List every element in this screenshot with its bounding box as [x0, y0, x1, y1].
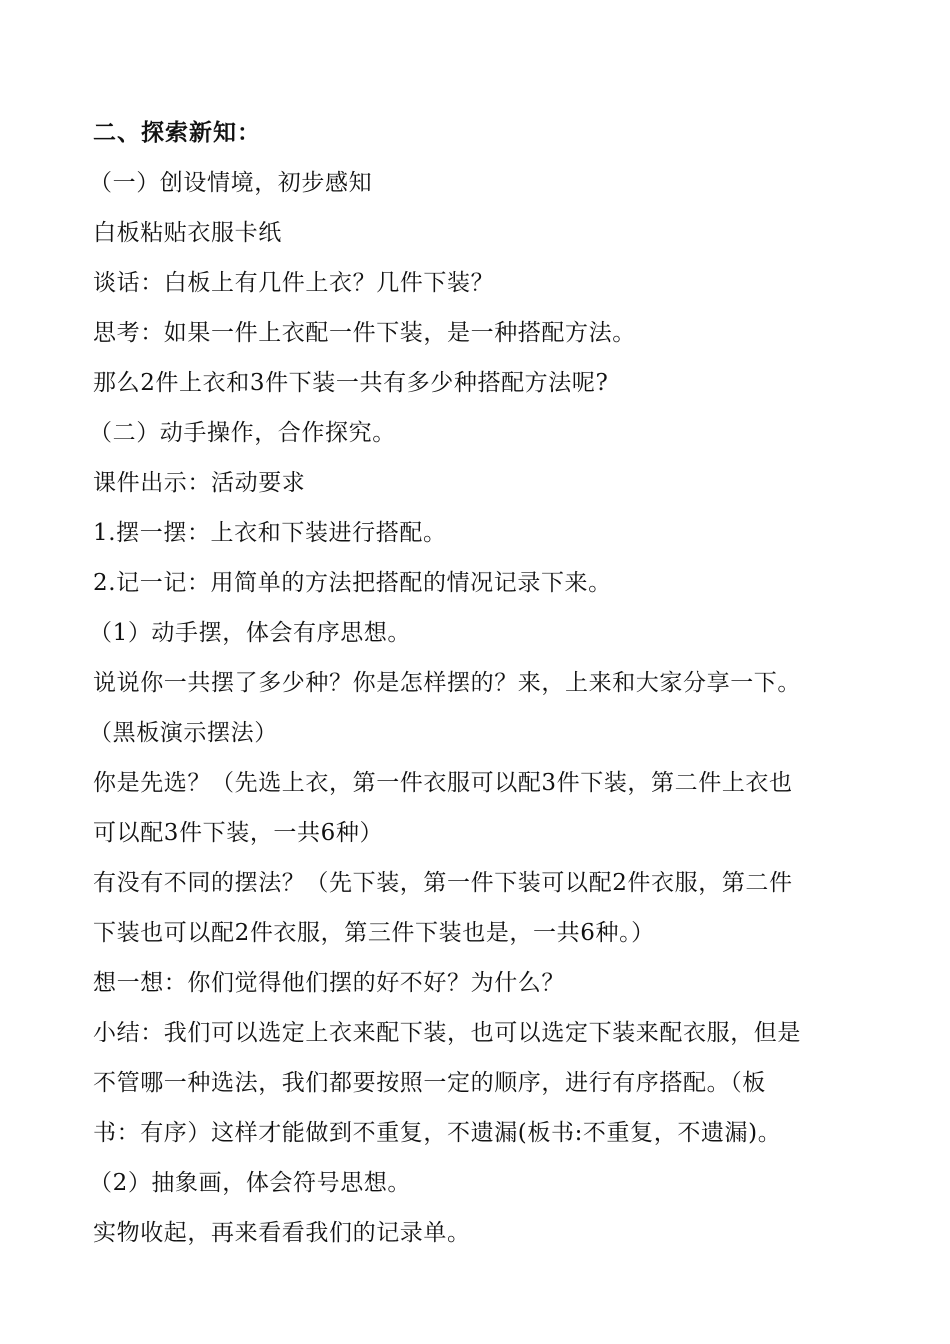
paragraph-line: 白板粘贴衣服卡纸 [93, 220, 282, 246]
paragraph-line: （黑板演示摆法） [89, 720, 278, 746]
paragraph-line: 实物收起，再来看看我们的记录单。 [93, 1220, 471, 1246]
paragraph-line: 下装也可以配2件衣服，第三件下装也是，一共6种。） [93, 920, 655, 946]
subsection-heading: （二）动手操作，合作探究。 [89, 420, 396, 446]
paragraph-line: 那么2件上衣和3件下装一共有多少种搭配方法呢? [93, 370, 609, 396]
subsection-heading: （2）抽象画，体会符号思想。 [89, 1170, 412, 1196]
paragraph-line: 可以配3件下装，一共6种） [93, 820, 384, 846]
paragraph-line: 你是先选？（先选上衣，第一件衣服可以配3件下装，第二件上衣也 [93, 770, 793, 796]
paragraph-line: 课件出示：活动要求 [93, 470, 306, 496]
paragraph-line: 有没有不同的摆法？（先下装，第一件下装可以配2件衣服，第二件 [93, 870, 793, 896]
list-item: 2.记一记：用简单的方法把搭配的情况记录下来。 [93, 570, 612, 596]
paragraph-line: 思考：如果一件上衣配一件下装，是一种搭配方法。 [93, 320, 636, 346]
document-page [89, 108, 863, 1258]
subsection-heading: （一）创设情境，初步感知 [89, 170, 373, 196]
paragraph-line: 想一想：你们觉得他们摆的好不好？为什么？ [93, 970, 565, 996]
section-heading: 二、探索新知： [93, 120, 261, 146]
paragraph-line: 说说你一共摆了多少种？你是怎样摆的？来，上来和大家分享一下。 [93, 670, 801, 696]
subsection-heading: （1）动手摆，体会有序思想。 [89, 620, 412, 646]
list-item: 1.摆一摆：上衣和下装进行搭配。 [93, 520, 447, 546]
paragraph-line: 谈话：白板上有几件上衣？几件下装？ [93, 270, 495, 296]
paragraph-line: 不管哪一种选法，我们都要按照一定的顺序，进行有序搭配。（板 [93, 1070, 766, 1096]
paragraph-line: 书：有序）这样才能做到不重复，不遗漏(板书:不重复，不遗漏)。 [93, 1120, 782, 1146]
paragraph-line: 小结：我们可以选定上衣来配下装，也可以选定下装来配衣服，但是 [93, 1020, 801, 1046]
